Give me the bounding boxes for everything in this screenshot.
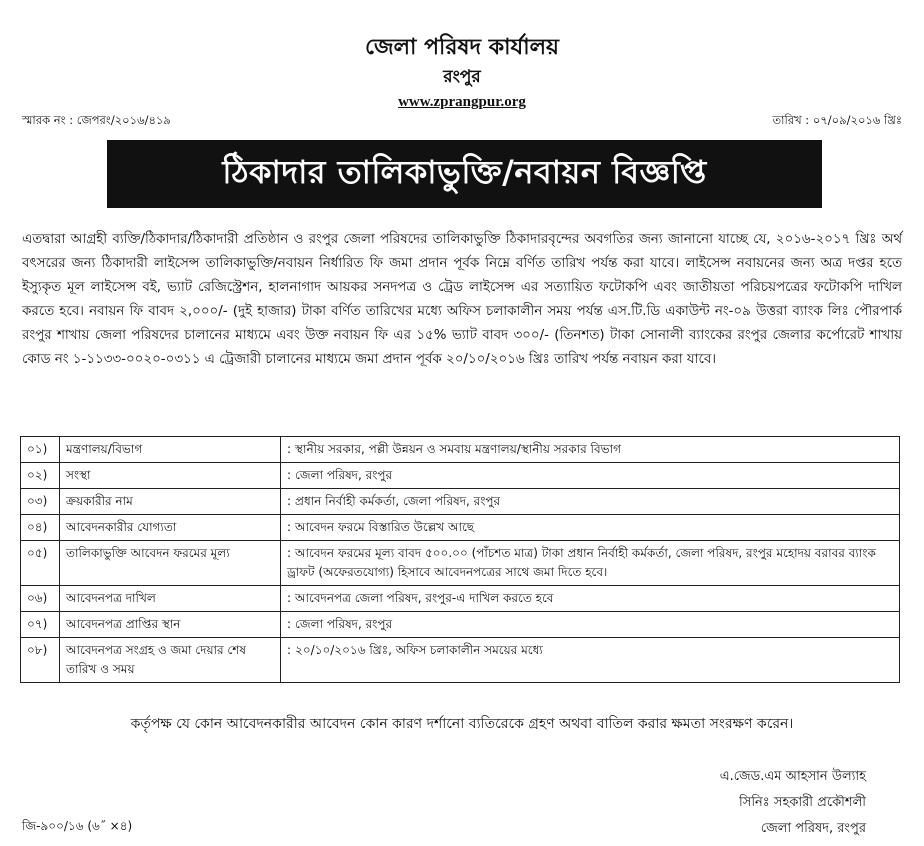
row-value-cell xyxy=(281,515,900,541)
table-row xyxy=(21,489,900,515)
row-label: ক্রয়কারীর নাম xyxy=(60,489,281,515)
signatory-office: জেলা পরিষদ, রংপুর xyxy=(760,821,866,836)
row-label: আবেদনপত্র দাখিল xyxy=(60,586,281,612)
table-row xyxy=(21,437,900,463)
print-code: জি-৯০০/১৬ (৬˝ ×৪) xyxy=(22,819,133,833)
table-row xyxy=(21,586,900,612)
notice-title: ঠিকাদার তালিকাভুক্তি/নবায়ন বিজ্ঞপ্তি xyxy=(222,153,707,191)
table-row xyxy=(21,541,900,586)
letterhead xyxy=(0,0,924,111)
row-label: আবেদনপত্র প্রাপ্তির স্থান xyxy=(60,612,281,638)
row-value: প্রধান নির্বাহী কর্মকর্তা, জেলা পরিষদ, রংপুর xyxy=(295,494,501,508)
authority-notice: কর্তৃপক্ষ যে কোন আবেদনকারীর আবেদন কোন কারণ দর্শানো ব্যতিরেকে গ্রহণ অথবা বাতিল করার ক্ষমতা সংরক্ষণ করেন। xyxy=(130,716,794,732)
row-label: মন্ত্রণালয়/বিভাগ xyxy=(60,437,281,463)
row-value-cell xyxy=(281,437,900,463)
row-value: জেলা পরিষদ, রংপুর xyxy=(295,468,393,482)
table-row xyxy=(21,638,900,683)
notice-body: এতদ্বারা আগ্রহী ব্যক্তি/ঠিকাদার/ঠিকাদারী প্রতিষ্ঠান ও রংপুর জেলা পরিষদের তালিকাভুক্তি ঠিকাদারবৃন্দের অবগতির জন্য জানানো যাচ্ছে যে, ২০১৬-২০১৭ খ্রিঃ অর্থ বৎসরের জন্য ঠিকাদারী লাইসেন্স তালিকাভুক্তি/নবায়ন নির্ধারিত ফি জমা প্রদান পূর্বক নিম্নে বর্ণিত তারিখ পর্যন্ত করা যাবে। লাইসেন্স নবায়নের জন্য অত্র দপ্তর হতে ইস্যুকৃত মূল লাইসেন্স বই, ভ্যাট রেজিস্ট্রেশন, হালনাগাদ আয়কর সনদপত্র ও ট্রেড লাইসেন্স এর সত্যায়িত ফটোকপি এবং জাতীয়তা পরিচয়পত্রের ফটোকপি দাখিল করতে হবে। নবায়ন ফি বাবদ ২,০০০/- (দুই হাজার) টাকা বর্ণিত তারিখের মধ্যে অফিস চলাকালীন সময় পর্যন্ত এস.টি.ডি একাউন্ট নং-০৯ উত্তরা ব্যাংক লিঃ পৌরপার্ক রংপুর শাখায় জেলা পরিষদের চালানের মাধ্যমে এবং উক্ত নবায়ন ফি এর ১৫% ভ্যাট বাবদ ৩০০/- (তিনশত) টাকা সোনালী ব্যাংকের রংপুর জেলার কর্পোরেট শাখায় কোড নং ১-১১৩৩-০০২০-০৩১১ এ ট্রেজারী চালানের মাধ্যমে জমা প্রদান পূর্বক ২০/১০/২০১৬ খ্রিঃ তারিখ পর্যন্ত নবায়ন করা যাবে। xyxy=(22,232,902,367)
row-value: আবেদন ফরমের মূল্য বাবদ ৫০০.০০ (পাঁচশত মাত্র) টাকা প্রধান নির্বাহী কর্মকর্তা, জেলা পরিষদ, রংপুর মহোদয় বরাবর ব্যাংক ড্রাফট (অফেরতযোগ্য) হিসাবে আবেদনপত্রের সাথে জমা দিতে হবে। xyxy=(287,546,876,579)
row-serial: ০৮) xyxy=(21,638,60,683)
table-row xyxy=(21,515,900,541)
row-value-cell xyxy=(281,586,900,612)
colon-separator: : xyxy=(287,617,292,631)
signatory-name: এ.জেড.এম আহসান উল্যাহ xyxy=(719,769,866,784)
row-serial: ০৭) xyxy=(21,612,60,638)
colon-separator: : xyxy=(287,591,292,605)
row-label: তালিকাভুক্তি আবেদন ফরমের মূল্য xyxy=(60,541,281,586)
colon-separator: : xyxy=(287,442,292,456)
colon-separator: : xyxy=(287,643,292,657)
table-row xyxy=(21,612,900,638)
colon-separator: : xyxy=(287,520,292,534)
row-value-cell xyxy=(281,638,900,683)
row-serial: ০২) xyxy=(21,463,60,489)
row-serial: ০৪) xyxy=(21,515,60,541)
signature-block xyxy=(720,764,866,842)
issue-date: তারিখ : ০৭/০৯/২০১৬ খ্রিঃ xyxy=(772,113,902,127)
details-table xyxy=(20,436,900,683)
row-label: সংস্থা xyxy=(60,463,281,489)
row-serial: ০১) xyxy=(21,437,60,463)
title-banner xyxy=(107,140,822,208)
row-serial: ০৫) xyxy=(21,541,60,586)
row-value: জেলা পরিষদ, রংপুর xyxy=(295,617,393,631)
signatory-designation: সিনিঃ সহকারী প্রকৌশলী xyxy=(739,795,866,810)
colon-separator: : xyxy=(287,494,292,508)
row-value: আবেদনপত্র জেলা পরিষদ, রংপুর-এ দাখিল করতে হবে xyxy=(295,591,554,605)
row-value: ২০/১০/২০১৬ খ্রিঃ, অফিস চলাকালীন সময়ের মধ্যে xyxy=(295,643,543,657)
row-label: আবেদনপত্র সংগ্রহ ও জমা দেয়ার শেষ তারিখ ও সময় xyxy=(60,638,281,683)
reference-line xyxy=(22,112,902,131)
row-label: আবেদনকারীর যোগ্যতা xyxy=(60,515,281,541)
colon-separator: : xyxy=(287,468,292,482)
row-value: আবেদন ফরমে বিস্তারিত উল্লেখ আছে xyxy=(295,520,475,534)
row-value-cell xyxy=(281,541,900,586)
row-serial: ০৩) xyxy=(21,489,60,515)
row-serial: ০৬) xyxy=(21,586,60,612)
city-name: রংপুর xyxy=(443,66,481,87)
table-row xyxy=(21,463,900,489)
colon-separator: : xyxy=(287,546,292,560)
row-value-cell xyxy=(281,612,900,638)
office-name: জেলা পরিষদ কার্যালয় xyxy=(365,35,559,60)
row-value: স্থানীয় সরকার, পল্লী উন্নয়ন ও সমবায় মন্ত্রণালয়/স্থানীয় সরকার বিভাগ xyxy=(295,442,621,456)
row-value-cell xyxy=(281,463,900,489)
row-value-cell xyxy=(281,489,900,515)
memo-number: স্মারক নং : জেপরং/২০১৬/৪১৯ xyxy=(22,113,171,127)
website-link[interactable]: www.zprangpur.org xyxy=(398,93,526,110)
